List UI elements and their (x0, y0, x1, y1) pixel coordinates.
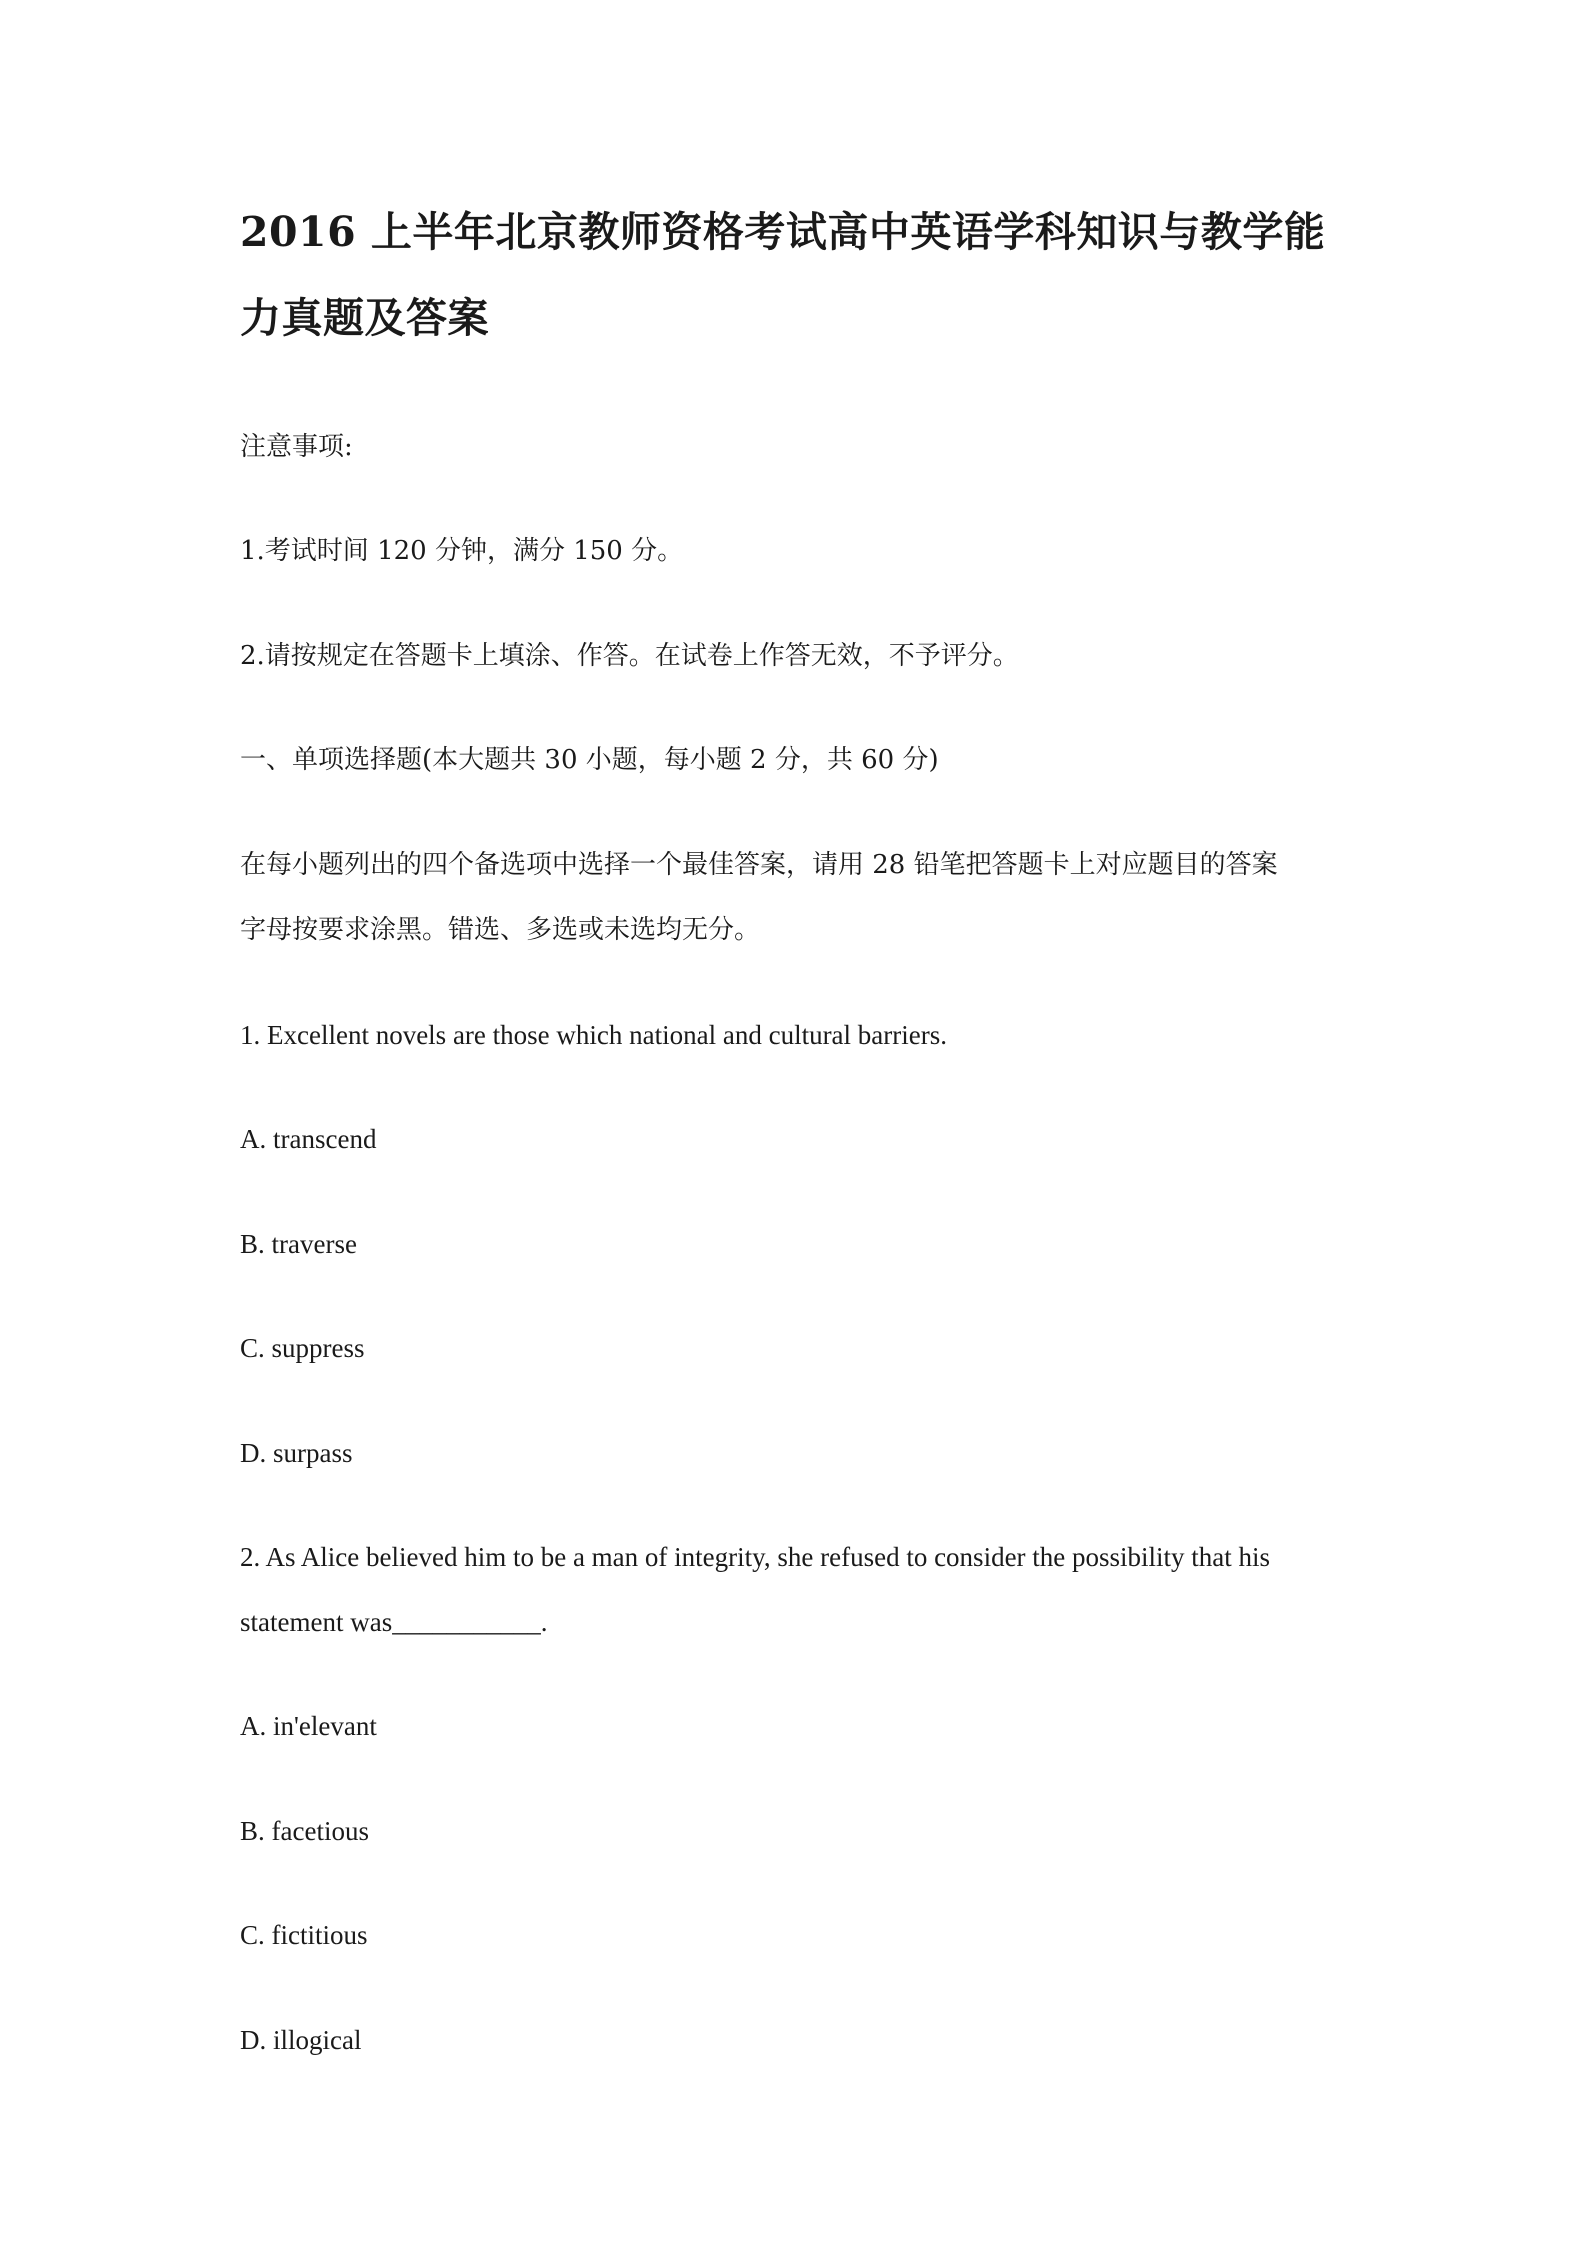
question-2-stem-line-2: statement was___________. (240, 1607, 548, 1637)
question-2-option-a: A. in'elevant (240, 1711, 377, 1741)
document-title-line-2: 力真题及答案 (240, 294, 489, 342)
document-title-line-1: 2016 上半年北京教师资格考试高中英语学科知识与教学能 (240, 208, 1326, 256)
instructions-line-2: 字母按要求涂黑。错选、多选或未选均无分。 (240, 915, 761, 945)
question-2-stem-line-1: 2. As Alice believed him to be a man of integrity, she refused to consider the possibility that his (240, 1542, 1271, 1572)
section-heading: 一、单项选择题(本大题共 30 小题，每小题 2 分，共 60 分) (240, 745, 939, 775)
question-1-option-c: C. suppress (240, 1333, 365, 1363)
notice-item-1: 1.考试时间 120 分钟，满分 150 分。 (240, 536, 684, 566)
question-2-option-d: D. illogical (240, 2025, 362, 2055)
question-1-option-d: D. surpass (240, 1438, 353, 1468)
question-1-option-b: B. traverse (240, 1229, 357, 1259)
question-1-stem: 1. Excellent novels are those which national and cultural barriers. (240, 1020, 947, 1050)
instructions-line-1: 在每小题列出的四个备选项中选择一个最佳答案，请用 28 铅笔把答题卡上对应题目的答案 (240, 850, 1278, 880)
notice-item-2: 2.请按规定在答题卡上填涂、作答。在试卷上作答无效，不予评分。 (240, 641, 1019, 671)
notice-heading: 注意事项: (240, 432, 353, 462)
question-2-option-b: B. facetious (240, 1816, 369, 1846)
question-2-option-c: C. fictitious (240, 1920, 368, 1950)
question-1-option-a: A. transcend (240, 1124, 377, 1154)
